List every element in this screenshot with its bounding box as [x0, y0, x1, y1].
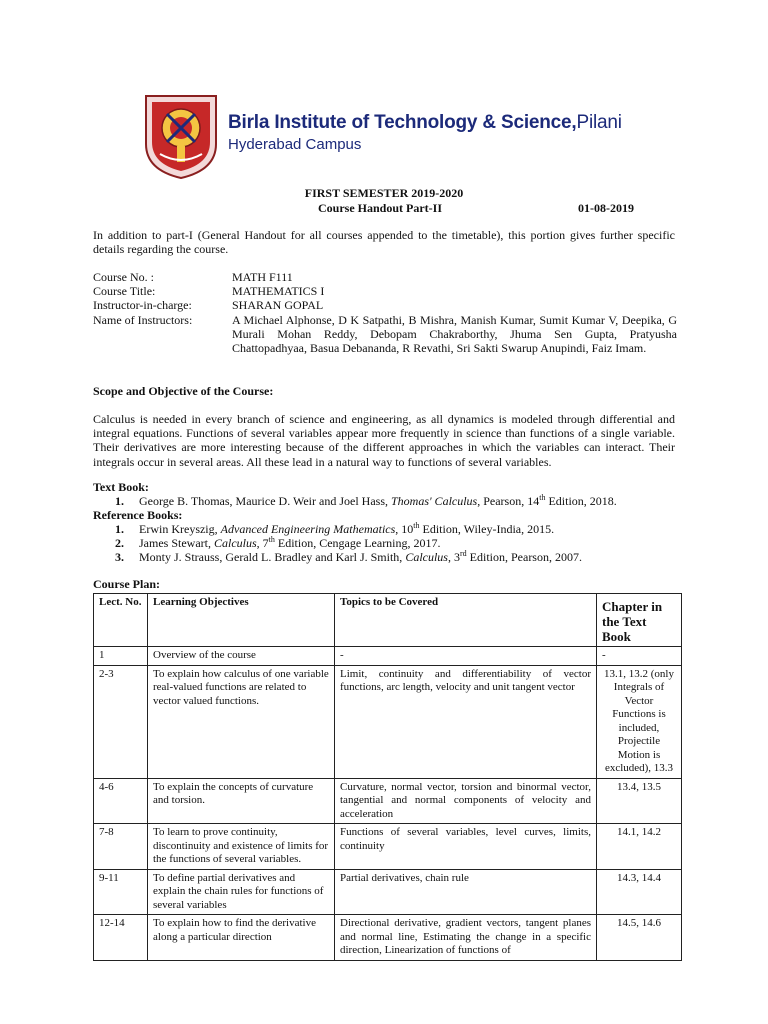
scope-paragraph: Calculus is needed in every branch of science and engineering, as all dynamics is modeled through differential and integral equations. Functions of several variables appear more frequently in science than functions of a single variable. Their derivatives are more interesting because of the different approaches in which the variables can interact. Their integrals occur in several areas. All these lead in a natural way to functions of several variables. — [93, 412, 675, 469]
list-number: 1. — [115, 522, 124, 536]
column-header: Topics to be Covered — [335, 594, 597, 647]
course-no-row — [93, 270, 677, 284]
table-row — [94, 665, 682, 778]
text-book-list — [93, 494, 683, 508]
objective-cell: To define partial derivatives and explain the chain rules for functions of several variables — [148, 869, 335, 915]
instructors-row — [93, 313, 677, 356]
book-title: Calculus — [405, 550, 448, 565]
list-item: 3. Monty J. Strauss, Gerald L. Bradley and Karl J. Smith, Calculus, 3rd Edition, Pearson, 2007. — [115, 549, 582, 565]
table-row — [94, 869, 682, 915]
semester-title: FIRST SEMESTER 2019-2020 — [304, 186, 464, 200]
info-label: Instructor-in-charge: — [93, 298, 192, 313]
table-row — [94, 778, 682, 824]
handout-date: 01-08-2019 — [578, 201, 634, 215]
list-number: 3. — [115, 550, 124, 565]
objective-cell: Overview of the course — [148, 647, 335, 666]
chapter-cell: 14.3, 14.4 — [597, 869, 682, 915]
scope-heading: Scope and Objective of the Course: — [93, 384, 274, 398]
objective-cell: To explain how calculus of one variable real-valued functions are related to vector valued functions. — [148, 665, 335, 778]
lect-cell: 1 — [94, 647, 148, 666]
column-header: Lect. No. — [94, 594, 148, 647]
handout-title: Course Handout Part-II — [318, 201, 443, 215]
reference-book-list — [93, 522, 683, 565]
list-number: 2. — [115, 536, 124, 551]
book-title: Thomas' Calculus — [390, 494, 478, 508]
book-title: Calculus — [213, 536, 257, 551]
topics-cell: Partial derivatives, chain rule — [335, 869, 597, 915]
lect-cell: 12-14 — [94, 915, 148, 961]
book-title: Advanced Engineering Mathematics — [220, 522, 396, 536]
info-label: Course Title: — [93, 284, 156, 299]
objective-cell: To explain the concepts of curvature and torsion. — [148, 778, 335, 824]
info-value: SHARAN GOPAL — [232, 298, 324, 313]
list-item: 2. James Stewart, Calculus, 7th Edition, Cengage Learning, 2017. — [115, 535, 441, 551]
reference-books-heading: Reference Books: — [93, 508, 183, 522]
objective-cell: To explain how to find the derivative along a particular direction — [148, 915, 335, 961]
lect-cell: 2-3 — [94, 665, 148, 778]
list-item: 1. Erwin Kreyszig, Advanced Engineering Mathematics, 10th Edition, Wiley-India, 2015. — [115, 521, 555, 536]
campus-name: Hyderabad Campus — [228, 136, 362, 153]
info-label: Name of Instructors: — [93, 312, 193, 327]
table-row — [94, 824, 682, 870]
info-value: MATH F111 — [232, 270, 293, 284]
list-number: 1. — [115, 494, 124, 508]
institute-name: Birla Institute of Technology & Science,Pilani — [228, 112, 622, 133]
list-item: 1. George B. Thomas, Maurice D. Weir and Joel Hass, Thomas' Calculus, Pearson, 14th Edition, 2018. — [115, 493, 617, 508]
institute-header — [142, 92, 632, 182]
chapter-cell: - — [597, 647, 682, 666]
info-value: MATHEMATICS I — [232, 284, 325, 299]
course-plan-table — [93, 593, 682, 961]
chapter-cell: 13.1, 13.2 (only Integrals of Vector Functions is included, Projectile Motion is excluded), 13.3 — [597, 665, 682, 778]
table-row — [94, 647, 682, 666]
institute-emblem-icon — [142, 92, 220, 180]
topics-cell: Limit, continuity and differentiability of vector functions, arc length, velocity and unit tangent vector — [335, 665, 597, 778]
chapter-cell: 13.4, 13.5 — [597, 778, 682, 824]
column-header: Learning Objectives — [148, 594, 335, 647]
chapter-cell: 14.5, 14.6 — [597, 915, 682, 961]
lect-cell: 7-8 — [94, 824, 148, 870]
topics-cell: Directional derivative, gradient vectors, tangent planes and normal line, Estimating the change in a specific direction, Linearization of functions of — [335, 915, 597, 961]
lect-cell: 9-11 — [94, 869, 148, 915]
objective-cell: To learn to prove continuity, discontinuity and existence of limits for the functions of several variables. — [148, 824, 335, 870]
course-title-row — [93, 284, 677, 298]
table-row — [94, 915, 682, 961]
info-label: Course No. : — [93, 270, 154, 284]
course-plan-heading: Course Plan: — [93, 577, 160, 591]
topics-cell: - — [335, 647, 597, 666]
info-value: A Michael Alphonse, D K Satpathi, B Mishra, Manish Kumar, Sumit Kumar V, Deepika, G Murali Mohan Reddy, Debopam Chakraborthy, Jhuma Sen Gupta, Pratyusha Chattopadhyaa, Basua Debananda, R Revathi, Sri Sakti Swarup Anupindi, Faiz Imam. — [232, 312, 677, 356]
instructor-in-charge-row — [93, 298, 677, 312]
course-info — [93, 270, 677, 355]
chapter-cell: 14.1, 14.2 — [597, 824, 682, 870]
column-header: Chapter in the Text Book — [597, 594, 682, 647]
intro-paragraph: In addition to part-I (General Handout for all courses appended to the timetable), this portion gives further specific details regarding the course. — [93, 228, 675, 257]
lect-cell: 4-6 — [94, 778, 148, 824]
table-header-row — [94, 594, 682, 647]
text-book-heading: Text Book: — [93, 480, 149, 494]
topics-cell: Curvature, normal vector, torsion and binormal vector, tangential and normal components of velocity and acceleration — [335, 778, 597, 824]
topics-cell: Functions of several variables, level curves, limits, continuity — [335, 824, 597, 870]
